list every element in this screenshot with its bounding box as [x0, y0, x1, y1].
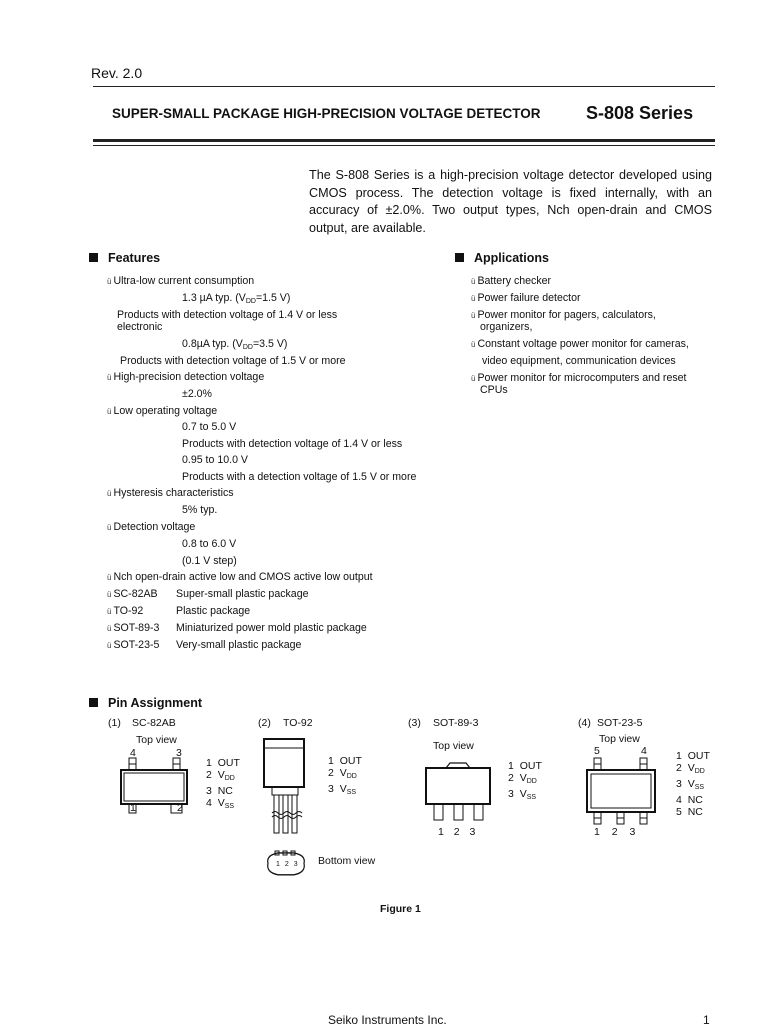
check-bullet-icon: ü [107, 590, 112, 599]
package-desc: Super-small plastic package [176, 588, 309, 600]
square-bullet-icon [89, 698, 98, 707]
pkg4-pin-num: 5 [594, 745, 600, 757]
check-bullet-icon: ü [107, 373, 112, 382]
package-desc: Plastic package [176, 605, 251, 617]
header-divider-bottom-thin [93, 145, 715, 146]
footer-company: Seiko Instruments Inc. [328, 1013, 447, 1027]
sc82ab-package-drawing [118, 755, 194, 815]
feature-value: 0.8 to 6.0 V [182, 538, 237, 550]
feature-note: Products with detection voltage of 1.5 V or more [120, 355, 346, 367]
check-bullet-icon: ü [107, 489, 112, 498]
check-bullet-icon: ü [471, 294, 476, 303]
feature-value: 0.8µA typ. ($V_{DD}=3.5$ V) [182, 338, 288, 351]
check-bullet-icon: ü [471, 374, 476, 383]
feature-nch: ü Nch open-drain active low and CMOS active low output [107, 571, 373, 583]
application-item: ü Power failure detector [471, 292, 581, 304]
pkg1-name: SC-82AB [132, 717, 176, 729]
check-bullet-icon: ü [107, 523, 112, 532]
feature-value: 0.7 to 5.0 V [182, 421, 237, 433]
check-bullet-icon: ü [107, 641, 112, 650]
application-item-cont: video equipment, communication devices [482, 355, 676, 367]
sot23-package-drawing [584, 755, 660, 827]
package-item: ü SOT-23-5 [107, 639, 160, 651]
package-item: ü SC-82AB [107, 588, 158, 600]
feature-note: electronic [117, 321, 163, 333]
pkg2-bottom-pin-nums: 1 2 3 [276, 861, 298, 868]
application-item: ü Power monitor for microcomputers and reset [471, 372, 687, 384]
check-bullet-icon: ü [107, 277, 112, 286]
application-item: ü Battery checker [471, 275, 552, 287]
package-desc: Miniaturized power mold plastic package [176, 622, 367, 634]
intro-paragraph: The S-808 Series is a high-precision voltage detector developed using CMOS process. The detection voltage is fixed internally, with an accuracy of ±2.0%. Two output types, Nch open-drain and CMOS output, are available. [309, 168, 712, 235]
feature-value: ±2.0% [182, 388, 212, 400]
package-item: ü TO-92 [107, 605, 144, 617]
pkg3-pin-list: 1 OUT 2 $V_{DD}$ 3 $V_{SS}$ [508, 760, 542, 801]
feature-value: 0.95 to 10.0 V [182, 454, 248, 466]
pkg4-name: SOT-23-5 [597, 717, 643, 729]
pkg4-label: (4) [578, 717, 591, 729]
check-bullet-icon: ü [471, 311, 476, 320]
revision-label: Rev. 2.0 [91, 65, 143, 81]
header-divider-bottom [93, 139, 715, 142]
feature-ultra-low: ü Ultra-low current consumption [107, 275, 255, 287]
header-divider-top [93, 86, 715, 87]
package-item: ü SOT-89-3 [107, 622, 160, 634]
pkg1-top-view: Top view [136, 734, 177, 746]
square-bullet-icon [89, 253, 98, 262]
check-bullet-icon: ü [107, 607, 112, 616]
square-bullet-icon [455, 253, 464, 262]
feature-note: Products with a detection voltage of 1.5 V or more [182, 471, 417, 483]
application-item-cont: CPUs [480, 384, 508, 396]
feature-value: 1.3 µA typ. ($V_{DD}=1.5$ V) [182, 292, 291, 305]
pkg3-label: (3) [408, 717, 421, 729]
feature-detection: ü Detection voltage [107, 521, 196, 533]
pkg4-pin-num: 4 [641, 745, 647, 757]
pin-assignment-heading: Pin Assignment [89, 696, 202, 710]
application-item: ü Power monitor for pagers, calculators, [471, 309, 656, 321]
document-title: SUPER-SMALL PACKAGE HIGH-PRECISION VOLTAGE DETECTOR [112, 106, 541, 121]
check-bullet-icon: ü [107, 573, 112, 582]
application-item-cont: organizers, [480, 321, 533, 333]
pkg2-pin-list: 1 OUT 2 $V_{DD}$ 3 $V_{SS}$ [328, 755, 362, 796]
pkg1-pin-num: 1 [130, 802, 136, 814]
pkg2-name: TO-92 [283, 717, 313, 729]
pkg4-pin-list: 1 OUT 2 $V_{DD}$ 3 $V_{SS}$ 4 NC 5 NC [676, 750, 710, 818]
pkg1-pin-num: 3 [176, 747, 182, 759]
features-heading: Features [89, 251, 160, 265]
sot89-package-drawing [420, 760, 496, 826]
check-bullet-icon: ü [107, 624, 112, 633]
feature-note: Products with detection voltage of 1.4 V or less [182, 438, 403, 450]
check-bullet-icon: ü [107, 407, 112, 416]
pkg4-top-view: Top view [599, 733, 640, 745]
pkg3-bottom-pin-nums: 1 2 3 [438, 826, 476, 838]
feature-high-precision: ü High-precision detection voltage [107, 371, 265, 383]
pkg3-name: SOT-89-3 [433, 717, 479, 729]
feature-low-voltage: ü Low operating voltage [107, 405, 218, 417]
series-name: S-808 Series [586, 103, 694, 123]
page-number: 1 [703, 1013, 710, 1027]
applications-heading: Applications [455, 251, 549, 265]
pkg1-pin-list: 1 OUT 2 $V_{DD}$ 3 NC 4 $V_{SS}$ [206, 757, 240, 810]
pkg2-bottom-view: Bottom view [318, 855, 376, 867]
package-desc: Very-small plastic package [176, 639, 302, 651]
pkg1-pin-num: 2 [177, 802, 183, 814]
pkg4-bottom-pin-nums: 1 2 3 [594, 826, 636, 838]
figure-caption: Figure 1 [380, 903, 421, 915]
feature-value: (0.1 V step) [182, 555, 237, 567]
pkg3-top-view: Top view [433, 740, 474, 752]
check-bullet-icon: ü [471, 340, 476, 349]
feature-note: Products with detection voltage of 1.4 V or less [117, 309, 338, 321]
application-item: ü Constant voltage power monitor for cameras, [471, 338, 689, 350]
feature-hysteresis: ü Hysteresis characteristics [107, 487, 234, 499]
pkg1-label: (1) [108, 717, 121, 729]
pkg1-pin-num: 4 [130, 747, 136, 759]
pkg2-label: (2) [258, 717, 271, 729]
feature-value: 5% typ. [182, 504, 218, 516]
check-bullet-icon: ü [471, 277, 476, 286]
